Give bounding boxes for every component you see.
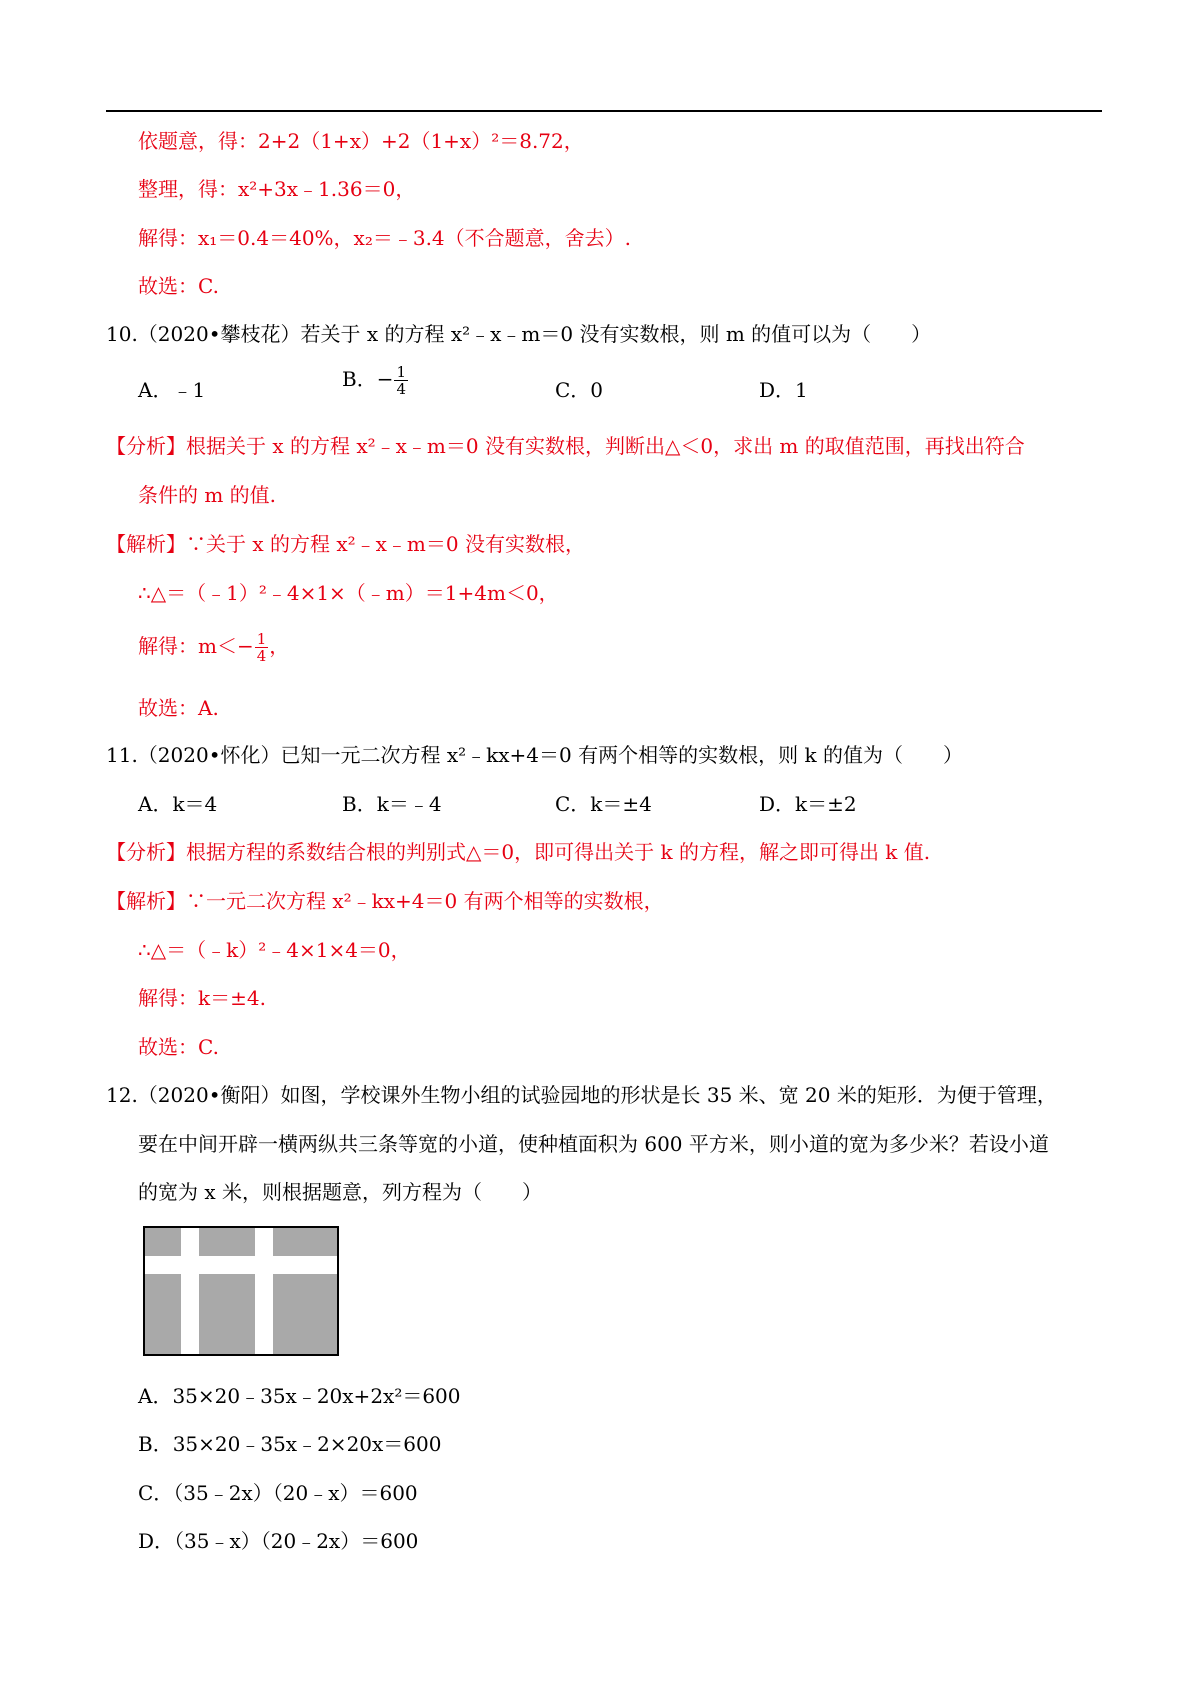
header-rule xyxy=(106,110,1102,112)
q10-option-b-label: B． xyxy=(342,367,377,391)
q10-option-c: C．0 xyxy=(555,378,604,402)
q10-option-b-sign: − xyxy=(376,367,394,391)
q11-option-a: A．k＝4 xyxy=(138,792,218,816)
fraction-numerator: 1 xyxy=(256,630,267,648)
horizontal-path xyxy=(144,1256,338,1274)
q10-solution-line3 xyxy=(138,631,289,664)
q9-equation-line: 依题意，得：2+2（1+x）+2（1+x）²＝8.72， xyxy=(138,129,584,153)
q9-simplify-line: 整理，得：x²+3x﹣1.36＝0， xyxy=(138,177,416,201)
garden-plot-figure xyxy=(143,1226,339,1356)
q11-solution-line3: 解得：k＝±4. xyxy=(138,986,266,1010)
q12-option-b: B．35×20﹣35x﹣2×20x＝600 xyxy=(138,1432,442,1456)
q11-answer-line: 故选：C. xyxy=(138,1035,219,1059)
q11-option-d: D．k＝±2 xyxy=(759,792,857,816)
q11-solution-line1: 【解析】∵一元二次方程 x²﹣kx+4＝0 有两个相等的实数根， xyxy=(106,889,664,913)
q10-stem: 10.（2020•攀枝花）若关于 x 的方程 x²﹣x﹣m＝0 没有实数根，则 m 的值可以为（ ） xyxy=(106,322,932,346)
q11-stem: 11.（2020•怀化）已知一元二次方程 x²﹣kx+4＝0 有两个相等的实数根，则 k 的值为（ ） xyxy=(106,743,963,767)
fraction-denominator: 4 xyxy=(396,380,407,398)
garden-plot-rect xyxy=(144,1227,338,1355)
q10-option-a: A．﹣1 xyxy=(138,378,206,402)
vertical-path-right xyxy=(255,1227,273,1355)
q10-solution-line2: ∴△＝（﹣1）²﹣4×1×（﹣m）＝1+4m＜0， xyxy=(138,581,559,605)
q12-option-a: A．35×20﹣35x﹣20x+2x²＝600 xyxy=(138,1384,461,1408)
q10-option-b xyxy=(342,364,409,397)
q10-option-b-fraction xyxy=(394,364,408,397)
q10-solution-prefix: 解得：m＜− xyxy=(138,634,254,658)
q10-answer-line: 故选：A. xyxy=(138,696,219,720)
q10-analysis-line2: 条件的 m 的值. xyxy=(138,483,277,507)
fraction-denominator: 4 xyxy=(256,647,267,665)
vertical-path-left xyxy=(181,1227,199,1355)
q12-stem-line3: 的宽为 x 米，则根据题意，列方程为（ ） xyxy=(138,1180,542,1204)
q12-stem-line1: 12.（2020•衡阳）如图，学校课外生物小组的试验园地的形状是长 35 米、宽 20 米的矩形．为便于管理， xyxy=(106,1083,1057,1107)
q10-option-d: D．1 xyxy=(759,378,808,402)
q10-solution-suffix: ， xyxy=(269,634,290,658)
q12-stem-line2: 要在中间开辟一横两纵共三条等宽的小道，使种植面积为 600 平方米，则小道的宽为多少米？若设小道 xyxy=(138,1132,1049,1156)
q11-analysis-line: 【分析】根据方程的系数结合根的判别式△＝0，即可得出关于 k 的方程，解之即可得出 k 值. xyxy=(106,840,931,864)
q9-answer-line: 故选：C. xyxy=(138,274,219,298)
fraction-numerator: 1 xyxy=(396,363,407,381)
q12-option-c: C．（35﹣2x）（20﹣x）＝600 xyxy=(138,1481,418,1505)
q10-solution-line1: 【解析】∵关于 x 的方程 x²﹣x﹣m＝0 没有实数根， xyxy=(106,532,585,556)
q10-solution-fraction xyxy=(255,631,269,664)
q12-option-d: D．（35﹣x）（20﹣2x）＝600 xyxy=(138,1529,419,1553)
q11-solution-line2: ∴△＝（﹣k）²﹣4×1×4＝0， xyxy=(138,938,411,962)
q11-option-c: C．k＝±4 xyxy=(555,792,652,816)
q11-option-b: B．k＝﹣4 xyxy=(342,792,442,816)
q10-analysis-line1: 【分析】根据关于 x 的方程 x²﹣x﹣m＝0 没有实数根，判断出△＜0，求出 m 的取值范围，再找出符合 xyxy=(106,434,1025,458)
q9-solve-line: 解得：x₁＝0.4＝40%，x₂＝﹣3.4（不合题意，舍去）. xyxy=(138,226,632,250)
